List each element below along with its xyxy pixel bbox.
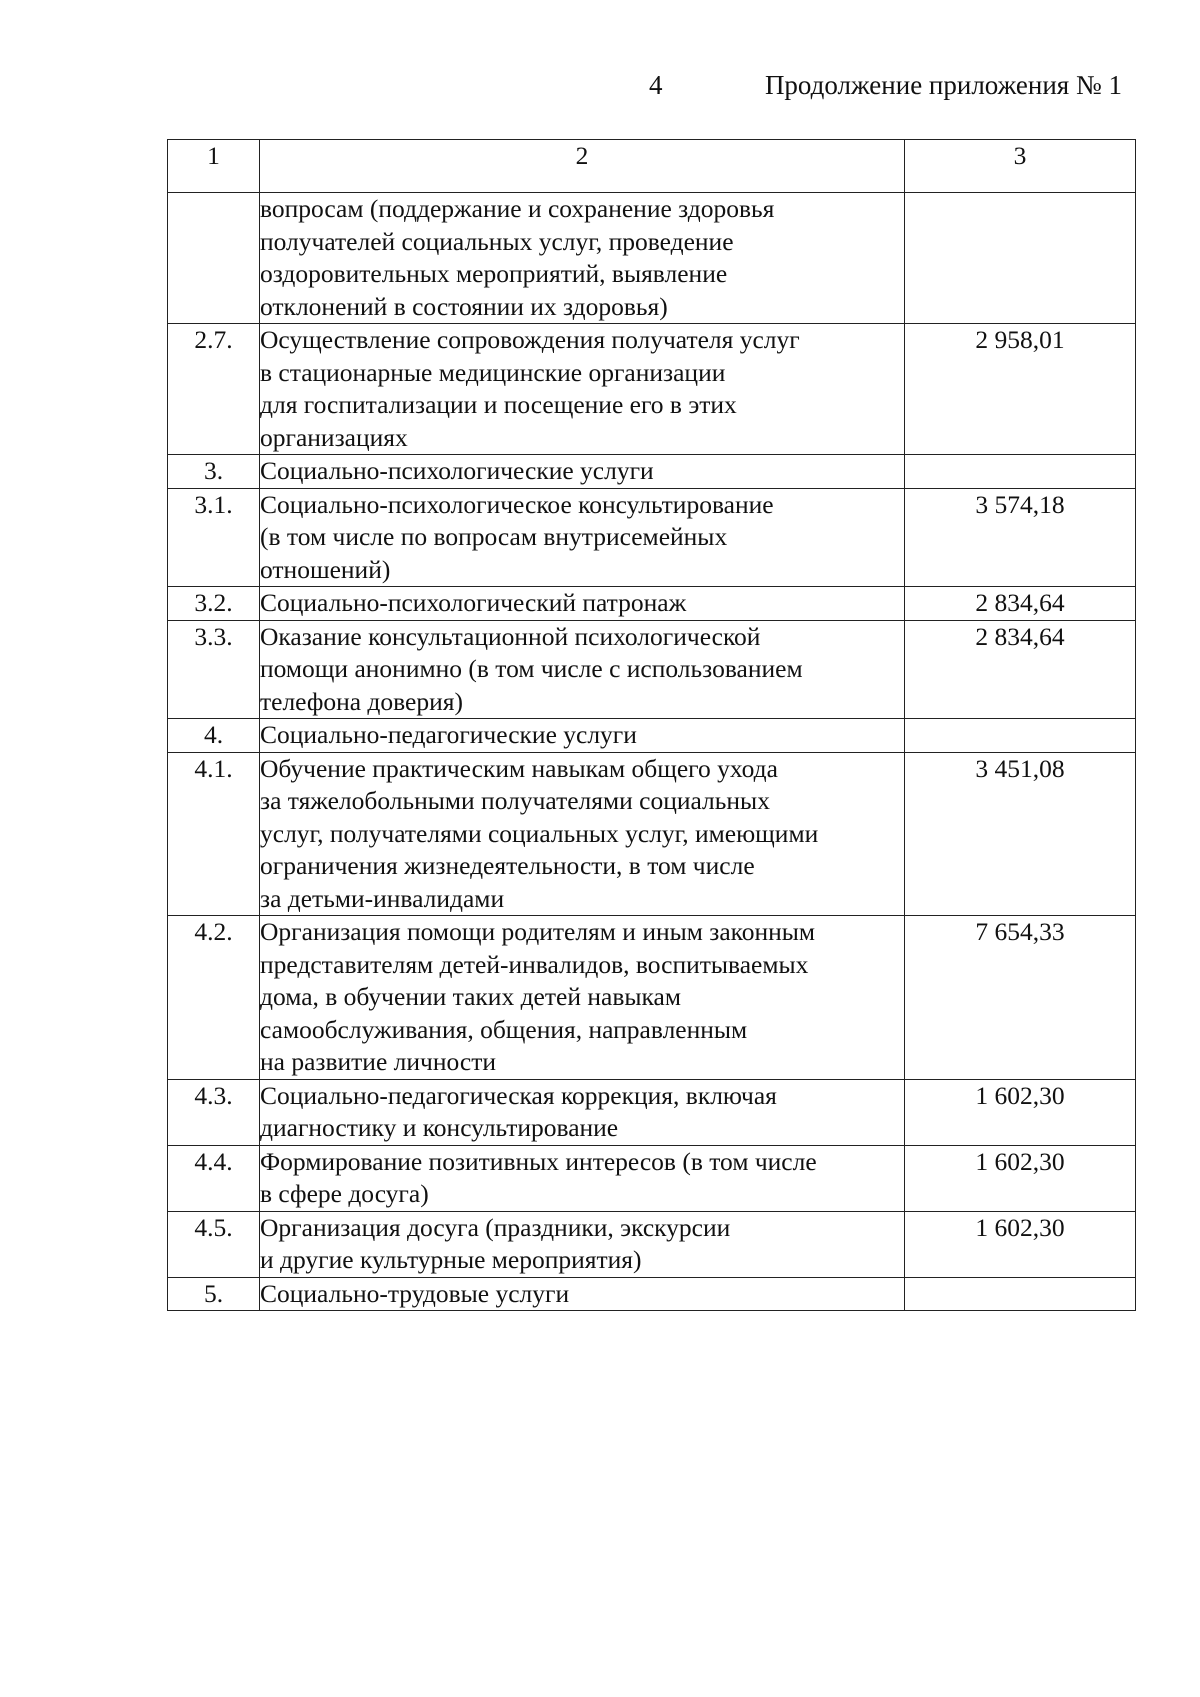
service-price-cell — [905, 719, 1136, 753]
row-number-cell: 3.1. — [168, 488, 260, 587]
table-row — [168, 719, 1136, 753]
service-price-cell: 3 451,08 — [905, 752, 1136, 916]
appendix-continuation-note: Продолжение приложения № 1 — [764, 70, 1122, 100]
row-number-cell: 4.5. — [168, 1211, 260, 1277]
service-description-cell: Формирование позитивных интересов (в том числе в сфере досуга) — [260, 1145, 905, 1211]
table-row — [168, 488, 1136, 587]
column-header-price: 3 — [905, 140, 1136, 193]
column-header-number: 1 — [168, 140, 260, 193]
column-header-description: 2 — [260, 140, 905, 193]
row-number-cell: 4.2. — [168, 916, 260, 1080]
table-row — [168, 916, 1136, 1080]
service-description-cell: Социально-педагогическая коррекция, включая диагностику и консультирование — [260, 1079, 905, 1145]
row-number-cell: 5. — [168, 1277, 260, 1311]
row-number-cell: 4.3. — [168, 1079, 260, 1145]
service-description-cell: вопросам (поддержание и сохранение здоровья получателей социальных услуг, проведение оздоровительных мероприятий, выявление отклонений в состоянии их здоровья) — [260, 193, 905, 324]
table-row — [168, 193, 1136, 324]
service-description-cell: Организация помощи родителям и иным законным представителям детей-инвалидов, воспитываемых дома, в обучении таких детей навыкам самообслуживания, общения, направленным на развитие личности — [260, 916, 905, 1080]
row-number-cell: 4.4. — [168, 1145, 260, 1211]
service-description-cell: Социально-психологическое консультирование (в том числе по вопросам внутрисемейных отношений) — [260, 488, 905, 587]
service-price-cell: 2 958,01 — [905, 324, 1136, 455]
service-description-cell: Осуществление сопровождения получателя услуг в стационарные медицинские организации для госпитализации и посещение его в этих организациях — [260, 324, 905, 455]
service-description-cell: Социально-психологический патронаж — [260, 587, 905, 621]
service-description-cell: Организация досуга (праздники, экскурсии и другие культурные мероприятия) — [260, 1211, 905, 1277]
service-price-cell — [905, 455, 1136, 489]
row-number-cell: 3. — [168, 455, 260, 489]
service-price-cell: 2 834,64 — [905, 587, 1136, 621]
row-number-cell — [168, 193, 260, 324]
table-row — [168, 752, 1136, 916]
service-description-cell: Социально-трудовые услуги — [260, 1277, 905, 1311]
service-description-cell: Обучение практическим навыкам общего ухода за тяжелобольными получателями социальных услуг, получателями социальных услуг, имеющими ограничения жизнедеятельности, в том числе за детьми-инвалидами — [260, 752, 905, 916]
row-number-cell: 3.2. — [168, 587, 260, 621]
table-row — [168, 587, 1136, 621]
service-price-cell: 2 834,64 — [905, 620, 1136, 719]
table-row — [168, 620, 1136, 719]
service-price-cell — [905, 1277, 1136, 1311]
service-price-cell — [905, 193, 1136, 324]
service-description-cell: Оказание консультационной психологической помощи анонимно (в том числе с использованием телефона доверия) — [260, 620, 905, 719]
table-row — [168, 1277, 1136, 1311]
table-body — [168, 140, 1136, 1311]
row-number-cell: 3.3. — [168, 620, 260, 719]
service-price-cell: 1 602,30 — [905, 1211, 1136, 1277]
service-price-cell: 1 602,30 — [905, 1145, 1136, 1211]
service-price-cell: 1 602,30 — [905, 1079, 1136, 1145]
table-header-row — [168, 140, 1136, 193]
table-row — [168, 1211, 1136, 1277]
service-description-cell: Социально-педагогические услуги — [260, 719, 905, 753]
service-description-cell: Социально-психологические услуги — [260, 455, 905, 489]
service-price-cell: 3 574,18 — [905, 488, 1136, 587]
services-price-table — [167, 139, 1136, 1311]
page-header — [0, 70, 1200, 110]
row-number-cell: 4. — [168, 719, 260, 753]
page-number: 4 — [649, 70, 663, 100]
table-row — [168, 455, 1136, 489]
service-price-cell: 7 654,33 — [905, 916, 1136, 1080]
table-row — [168, 1145, 1136, 1211]
table-row — [168, 324, 1136, 455]
table-row — [168, 1079, 1136, 1145]
row-number-cell: 2.7. — [168, 324, 260, 455]
row-number-cell: 4.1. — [168, 752, 260, 916]
